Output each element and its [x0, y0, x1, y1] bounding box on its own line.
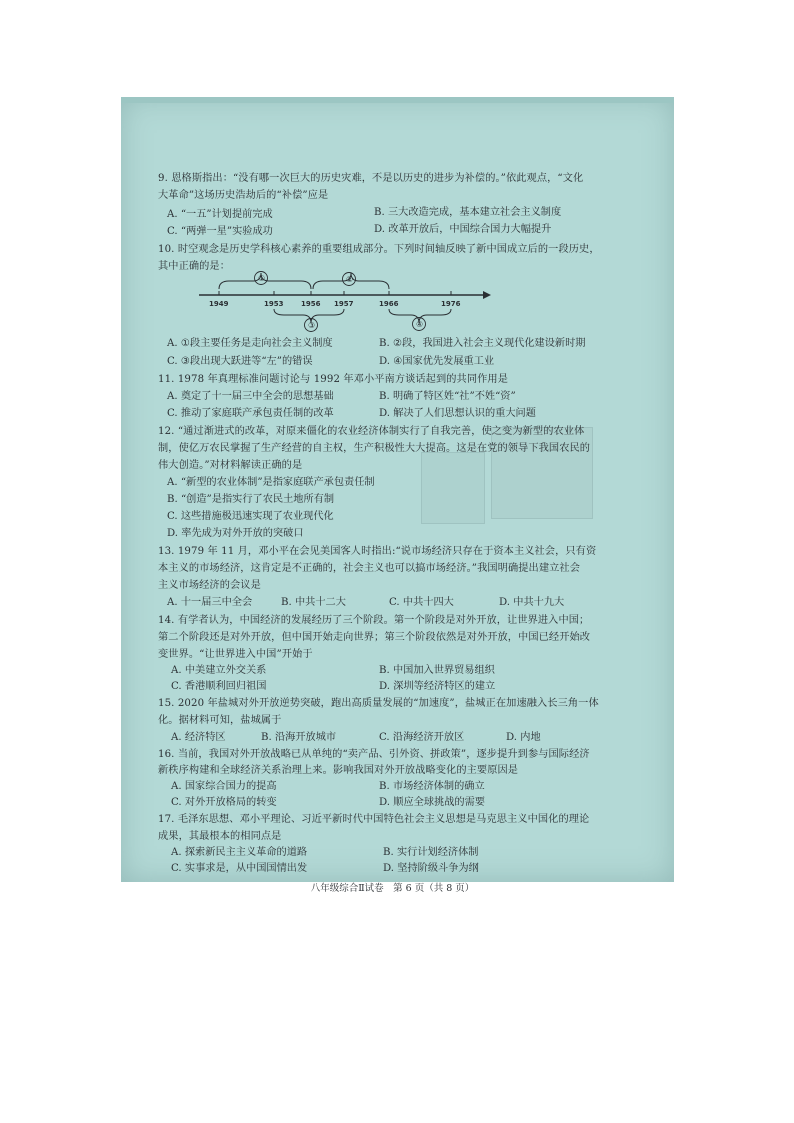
timeline-marker-4: ④ [416, 320, 424, 329]
q13-option-c: C. 中共十四大 [389, 597, 454, 608]
timeline-year: 1966 [379, 300, 399, 308]
timeline-year: 1956 [301, 300, 321, 308]
timeline-marker-2: ② [346, 275, 354, 284]
q15-option-c: C. 沿海经济开放区 [379, 732, 465, 743]
q12-stem-line3: 伟大创造。”对材料解读正确的是 [158, 460, 303, 471]
q15-option-a: A. 经济特区 [171, 732, 226, 743]
q13-option-b: B. 中共十二大 [281, 597, 346, 608]
q16-stem-line1: 16. 当前，我国对外开放战略已从单纯的“卖产品、引外资、拼政策”，逐步提升到参与国际经济 [158, 749, 590, 760]
q10-option-b: B. ②段，我国进入社会主义现代化建设新时期 [379, 338, 586, 349]
q16-option-d: D. 顺应全球挑战的需要 [379, 797, 485, 808]
q14-option-c: C. 香港顺利回归祖国 [171, 681, 267, 692]
q16-option-c: C. 对外开放格局的转变 [171, 797, 277, 808]
q14-stem-line1: 14. 有学者认为，中国经济的发展经历了三个阶段。第一个阶段是对外开放，让世界进入中国； [158, 615, 590, 626]
q16-stem-line2: 新秩序构建和全球经济关系治理上来。影响我国对外开放战略变化的主要原因是 [158, 765, 519, 776]
q17-stem-line2: 成果，其最根本的相同点是 [158, 831, 282, 842]
q11-option-b: B. 明确了特区姓“社”不姓“资” [379, 391, 516, 402]
q10-stem-line2: 其中正确的是： [158, 261, 231, 272]
q12-option-d: D. 率先成为对外开放的突破口 [167, 528, 304, 539]
q14-option-a: A. 中美建立外交关系 [171, 665, 267, 676]
timeline-marker-3: ③ [308, 321, 316, 330]
q11-option-a: A. 奠定了十一届三中全会的思想基础 [167, 391, 334, 402]
q15-stem-line2: 化。据材料可知，盐城属于 [158, 715, 282, 726]
q16-option-b: B. 市场经济体制的确立 [379, 781, 485, 792]
q10-stem-line1: 10. 时空观念是历史学科核心素养的重要组成部分。下列时间轴反映了新中国成立后的一段历史， [158, 244, 600, 255]
q9-stem-line1: 9. 恩格斯指出：“没有哪一次巨大的历史灾难，不是以历史的进步为补偿的。”依此观点，“文化 [158, 173, 584, 184]
q12-option-a: A. “新型的农业体制”是指家庭联产承包责任制 [167, 477, 375, 488]
q12-stem-line1: 12. “通过渐进式的改革，对原来僵化的农业经济体制实行了自我完善，使之变为新型的农业体 [158, 426, 585, 437]
q9-option-b: B. 三大改造完成，基本建立社会主义制度 [374, 207, 562, 218]
q11-option-d: D. 解决了人们思想认识的重大问题 [379, 408, 536, 419]
q14-stem-line3: 变世界。“让世界进入中国”开始于 [158, 649, 313, 660]
q15-stem-line1: 15. 2020 年盐城对外开放逆势突破，跑出高质量发展的“加速度”，盐城正在加速融入长三角一体 [158, 698, 599, 709]
q10-option-a: A. ①段主要任务是走向社会主义制度 [167, 338, 333, 349]
q15-option-d: D. 内地 [506, 732, 541, 743]
scanned-page-photo [121, 97, 674, 894]
q14-stem-line2: 第二个阶段还是对外开放，但中国开始走向世界；第三个阶段依然是对外开放，中国已经开始改 [158, 632, 591, 643]
timeline-year: 1976 [441, 300, 461, 308]
q9-option-c: C. “两弹一星”实验成功 [167, 226, 273, 237]
q10-option-c: C. ③段出现大跃进等“左”的错误 [167, 356, 313, 367]
q15-option-b: B. 沿海开放城市 [261, 732, 337, 743]
q13-stem-line3: 主义市场经济的会议是 [158, 580, 261, 591]
q12-option-c: C. 这些措施极迅速实现了农业现代化 [167, 511, 334, 522]
q9-option-a: A. “一五”计划提前完成 [167, 209, 273, 220]
q14-option-b: B. 中国加入世界贸易组织 [379, 665, 495, 676]
q17-stem-line1: 17. 毛泽东思想、邓小平理论、习近平新时代中国特色社会主义思想是马克思主义中国化的理论 [158, 814, 590, 825]
q13-option-a: A. 十一届三中全会 [167, 597, 253, 608]
timeline-year: 1957 [334, 300, 354, 308]
q13-stem-line2: 本主义的市场经济，这肯定是不正确的，社会主义也可以搞市场经济。”我国明确提出建立社会 [158, 563, 580, 574]
q12-option-b: B. “创造”是指实行了农民土地所有制 [167, 494, 335, 505]
page-footer: 八年级综合Ⅱ试卷 第 6 页（共 8 页） [310, 883, 475, 894]
q12-stem-line2: 制，使亿万农民掌握了生产经营的自主权，生产积极性大大提高。这是在党的领导下我国农民的 [158, 443, 591, 454]
q9-option-d: D. 改革开放后，中国综合国力大幅提升 [374, 224, 552, 235]
q11-stem: 11. 1978 年真理标准问题讨论与 1992 年邓小平南方谈话起到的共同作用是 [158, 374, 508, 385]
timeline-diagram [121, 269, 674, 339]
paper-stain [421, 452, 485, 524]
q17-option-b: B. 实行计划经济体制 [383, 847, 479, 858]
q16-option-a: A. 国家综合国力的提高 [171, 781, 277, 792]
timeline-year: 1949 [209, 300, 229, 308]
q11-option-c: C. 推动了家庭联产承包责任制的改革 [167, 408, 334, 419]
q13-option-d: D. 中共十九大 [499, 597, 565, 608]
photo-edge [121, 97, 674, 103]
q17-option-a: A. 探索新民主主义革命的道路 [171, 847, 308, 858]
q14-option-d: D. 深圳等经济特区的建立 [379, 681, 496, 692]
q10-option-d: D. ④国家优先发展重工业 [379, 356, 495, 367]
q9-stem-line2: 大革命”这场历史浩劫后的“补偿”应是 [158, 190, 329, 201]
timeline-year: 1953 [264, 300, 284, 308]
timeline-marker-1: ① [258, 274, 266, 283]
q17-option-d: D. 坚持阶级斗争为纲 [383, 863, 479, 874]
q13-stem-line1: 13. 1979 年 11 月，邓小平在会见美国客人时指出:“说市场经济只存在于资本主义社会，只有资 [158, 546, 597, 557]
q17-option-c: C. 实事求是，从中国国情出发 [171, 863, 308, 874]
